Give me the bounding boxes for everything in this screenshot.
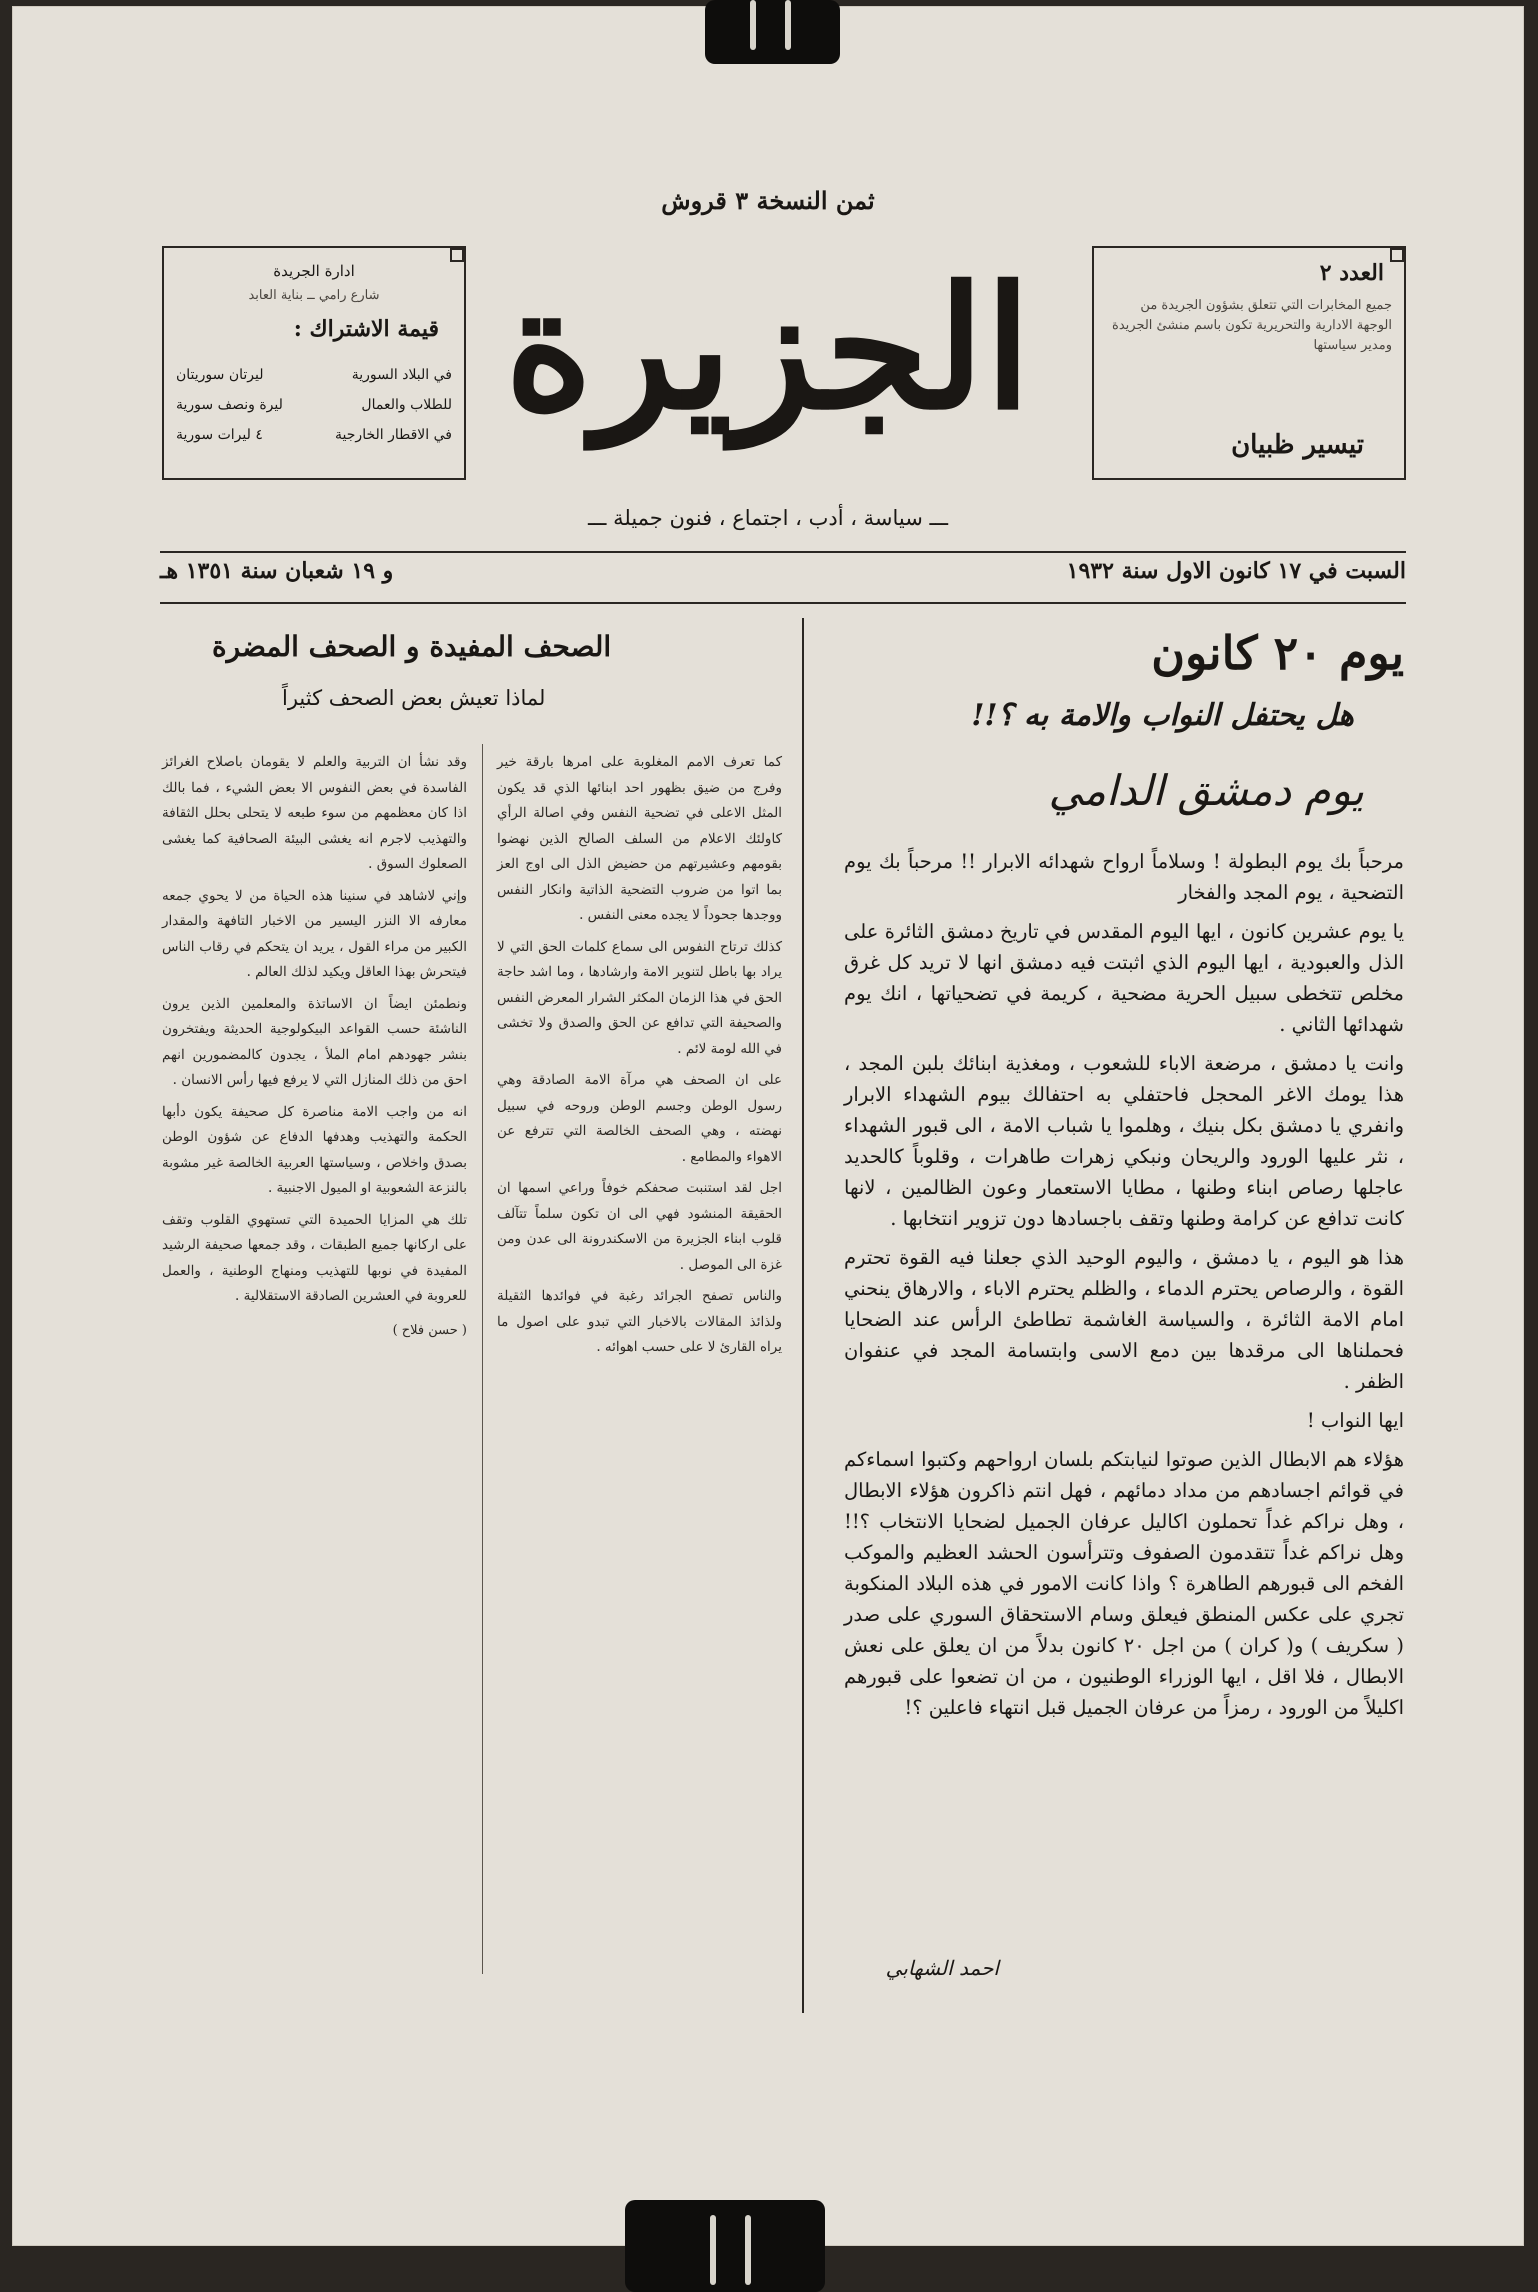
paragraph: هذا هو اليوم ، يا دمشق ، واليوم الوحيد الذي جعلنا فيه القوة تحترم القوة ، والرصاص يحترم الدماء ، والظلم يحترم الاباء ، والارهاق ينحني امام الامة الثائرة ، والسياسة الغاشمة تطاطئ الرأس عند الضحايا فحملناها الى مرقدها بين دمع الاسى وابتسامة المجد في عنفوان الظفر . xyxy=(844,1246,1404,1393)
main-headline: يوم ٢٠ كانون xyxy=(1151,626,1404,680)
correspondence-note: جميع المخابرات التي تتعلق بشؤون الجريدة من الوجهة الادارية والتحريرية تكون باسم منشئ الجريدة ومدير سياستها xyxy=(1112,298,1392,353)
top-rule xyxy=(160,551,1406,553)
clip-highlight xyxy=(710,2215,716,2285)
column-separator xyxy=(802,618,804,2013)
paragraph: تلك هي المزايا الحميدة التي تستهوي القلوب وتقف على اركانها جميع الطبقات ، وقد جمعها صحيفة الرشيد المفيدة في نوبها للتهذيب ومنهاج الوطنية ، والعمل للعروبة في العشرين الصادقة الاستقلالية . xyxy=(162,1211,467,1304)
paragraph: هؤلاء هم الابطال الذين صوتوا لنيابتكم بلسان ارواحهم وكتبوا اسماءكم في قوائم اجسادهم من مداد دمائهم ، فهل انتم ذاكرون هؤلاء الابطال ، وهل نراكم غداً تحملون اكاليل عرفان الجميل لضحايا الانتخاب ؟!! وهل نراكم غداً تتقدمون الصفوف وتترأسون الحشد العظيم والموكب الفخم الى قبورهم الطاهرة ؟ واذا كانت الامور في هذه البلاد المنكوبة تجري على عكس المنطق فيعلق وسام الاستحقاق السوري على صدر ( سكريف ) و( كران ) من اجل ٢٠ كانون بدلاً من ان يعلق على نعش الابطال ، فلا اقل ، ايها الوزراء الوطنيون ، من ان تضعوا على قبورهم اكليلاً من الورود ، رمزاً من عرفان الجميل قبل انتهاء فاعلين ؟! xyxy=(844,1448,1404,1719)
paragraph: يا يوم عشرين كانون ، ايها اليوم المقدس في تاريخ دمشق الثائرة على الذل والعبودية ، ايها اليوم الذي اثبتت فيه دمشق انها لا تريد كل غرق مخلص تتخطى سبيل الحرية مضحية ، كريمة في تضحياتها ، انك يوم شهدائها الثاني . xyxy=(844,920,1404,1036)
rate-price: ليرتان سوريتان xyxy=(176,367,264,383)
binder-clip-bottom xyxy=(625,2200,825,2292)
paragraph: انه من واجب الامة مناصرة كل صحيفة يكون دأبها الحكمة والتهذيب وهدفها الدفاع عن شؤون الوطن بصدق واخلاص ، وسياستها العربية الخالصة غير مشوبة بالنزعة الشعوبية او الميول الاجنبية . xyxy=(162,1103,467,1196)
rate-price: ليرة ونصف سورية xyxy=(176,397,283,413)
clip-highlight xyxy=(750,0,756,50)
side-subtitle: لماذا تعيش بعض الصحف كثيراً xyxy=(282,686,546,710)
paragraph: وإني لاشاهد في سنينا هذه الحياة من لا يحوي جمعه معارفه الا النزر اليسير من الاخبار التافهة والمقدار الكبير من مراء القول ، يريد ان يتحكم في رقاب الناس فيتحرش بهذا العاقل ويكيد لذلك العالم . xyxy=(162,887,467,980)
main-title: يوم دمشق الدامي xyxy=(1048,766,1364,815)
bottom-rule xyxy=(160,602,1406,604)
address-label: شارع رامي ــ بناية العابد xyxy=(248,288,380,303)
column-separator-small xyxy=(482,744,483,1974)
side-column-b xyxy=(162,750,467,1343)
side-signature: ( حسن فلاح ) xyxy=(392,1322,467,1338)
main-question: هل يحتفل النواب والامة به ؟!! xyxy=(971,698,1354,733)
price-label: ثمن النسخة ٣ قروش xyxy=(661,186,875,215)
paragraph: كما تعرف الامم المغلوبة على امرها بارقة خير وفرج من ضيق بظهور احد ابنائها الذي قد يكون المثل الاعلى في تضحية النفس وفي اصالة الرأي كاولئك الاعلام من السلف الصالح الذين نهضوا بقومهم وعشيرتهم من حضيض الذل الى اوج العز بما اتوا من ضروب التضحية الذاتية وانكار النفس ووجدها جحوداً لا يجده معنى النفس . xyxy=(497,754,782,923)
paragraph: وقد نشأ ان التربية والعلم لا يقومان باصلاح الغرائز الفاسدة في بعض النفوس الا بعض الشيء ، فما بالك اذا كان معظمهم من سوء طبعه لا يتحلى بحلل الثقافة والتهذيب لاجرم انه يغشى البيئة الصحافية كما يغشى الصعلوك السوق . xyxy=(162,754,467,872)
administration-label: ادارة الجريدة xyxy=(273,262,355,280)
subscription-title: قيمة الاشتراك : xyxy=(293,316,439,342)
gregorian-date: السبت في ١٧ كانون الاول سنة ١٩٣٢ xyxy=(1066,558,1406,584)
masthead-tagline: ـــ سياسة ، أدب ، اجتماع ، فنون جميلة ـــ xyxy=(587,506,948,530)
paragraph: ونطمئن ايضاً ان الاساتذة والمعلمين الذين يرون الناشئة حسب القواعد البيكولوجية الحديثة ويفتخرون بنشر جهودهم امام الملأ ، يجدون كالمضمورين انهم احق من ذلك المنازل التي لا يرفع فيها رأس الانسان . xyxy=(162,995,467,1088)
clip-highlight xyxy=(785,0,791,50)
paragraph: والناس تصفح الجرائد رغبة في فوائدها الثقيلة ولذائذ المقالات بالاخبار التي تبدو على اصول ما يراه القارئ لا على حسب اهوائه . xyxy=(497,1288,782,1355)
paragraph: مرحباً بك يوم البطولة ! وسلاماً ارواح شهدائه الابرار !! مرحباً بك يوم التضحية ، يوم المجد والفخار xyxy=(844,850,1404,904)
rate-place: في الاقطار الخارجية xyxy=(335,427,452,443)
main-article-body xyxy=(844,846,1404,1731)
side-headline: الصحف المفيدة و الصحف المضرة xyxy=(212,630,612,663)
clip-highlight xyxy=(745,2215,751,2285)
rate-place: للطلاب والعمال xyxy=(361,397,452,413)
rate-place: في البلاد السورية xyxy=(351,367,452,383)
binder-clip-top xyxy=(705,0,840,64)
editor-name: تيسير ظبيان xyxy=(1231,430,1364,460)
main-signature: احمد الشهابي xyxy=(885,1956,999,1980)
rate-price: ٤ ليرات سورية xyxy=(176,427,263,443)
masthead-title: الجزيرة xyxy=(504,249,1032,447)
paragraph: ايها النواب ! xyxy=(1306,1409,1404,1432)
paragraph: اجل لقد استنبت صحفكم خوفاً وراعي اسمها ان الحقيقة المنشود فهي الى ان تكون سلماً تتآلف قلوب ابناء الجزيرة من الاسكندرونة الى عدن ومن غزة الى الموصل . xyxy=(497,1180,782,1273)
side-column-a xyxy=(497,750,782,1367)
issue-number: العدد ٢ xyxy=(1319,260,1384,286)
paragraph: كذلك ترتاح النفوس الى سماع كلمات الحق التي لا يراد بها باطل لتنوير الامة وارشادها ، وما اشد حاجة الحق في هذا الزمان المكثر الشرار المعرض النفس والصحيفة التي تدافع عن الحق والصدق ولا تخشى في الله لومة لائم . xyxy=(497,938,782,1057)
paragraph: وانت يا دمشق ، مرضعة الاباء للشعوب ، ومغذية ابنائك بلبن المجد ، هذا يومك الاغر المحجل فاحتفلي به احتفالك بيوم الشهداء الابرار وانفري يا دمشق بكل بنيك ، وهلموا يا شباب الامة ، الى قبور الشهداء ، نثر عليها الورود والريحان ونبكي زهرات طاهرات ، وقلوباً كالحديد عاجلها رصاص ابناء وطنها ، مطايا الاستعمار وعون الظالمين ، لانها كانت تدافع عن كرامة وطنها وتقف باجسادها دون تزوير انتخابها . xyxy=(844,1052,1404,1230)
hijri-date: و ١٩ شعبان سنة ١٣٥١ هـ xyxy=(160,558,394,584)
newspaper-page xyxy=(12,6,1524,2246)
paragraph: على ان الصحف هي مرآة الامة الصادقة وهي رسول الوطن وجسم الوطن وروحه في سبيل نهضته ، وهي الصحف الخالصة التي تترفع عن الاهواء والمطامع . xyxy=(497,1072,782,1165)
